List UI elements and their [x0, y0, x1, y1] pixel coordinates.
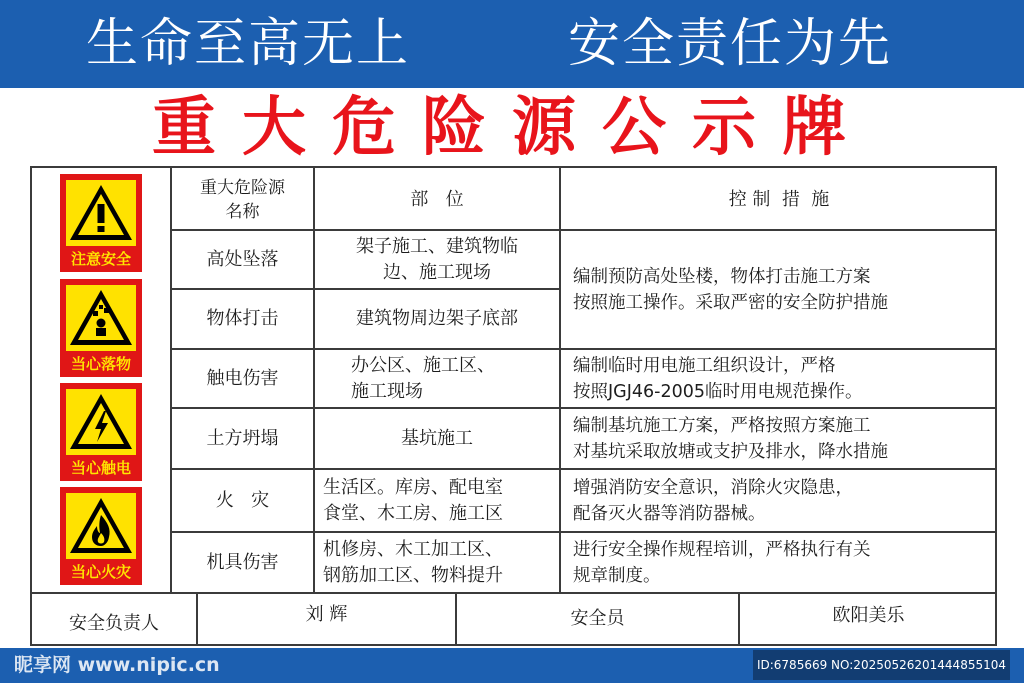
- hazard-name-cell: 触电伤害: [206, 367, 279, 389]
- location-cell: 机修房、木工加工区、 钢筋加工区、物料提升: [323, 538, 503, 586]
- location-cell: 基坑施工: [401, 427, 473, 449]
- location-cell: 生活区。库房、配电室 食堂、木工房、施工区: [323, 476, 503, 524]
- sign-label: 当心触电: [70, 459, 131, 477]
- safety-officer-name: 欧阳美乐: [832, 605, 905, 626]
- banner-slogan-right: 安全责任为先: [568, 14, 893, 74]
- measures-cell: 编制预防高处坠楼，物体打击施工方案 按照施工操作。采取严密的安全防护措施: [573, 266, 888, 313]
- exclamation-warning-icon: [66, 180, 136, 246]
- sign-label: 注意安全: [70, 250, 131, 268]
- hazard-name-cell: 机具伤害: [206, 551, 279, 573]
- sign-label: 当心落物: [70, 355, 131, 373]
- hazard-name-cell: 高处坠落: [206, 248, 279, 270]
- watermark-id: ID:6785669 NO:20250526201444855104: [753, 650, 1010, 680]
- page-title: 重大危险源公示牌: [152, 91, 872, 165]
- warning-sign-electric-shock: [60, 383, 142, 481]
- location-cell: 办公区、施工区、 施工现场: [351, 354, 495, 402]
- fire-icon: [66, 493, 136, 559]
- hazard-name-cell: 火 灾: [215, 489, 270, 511]
- header-hazard-name: 重大危险源 名称: [200, 177, 285, 222]
- location-cell: 架子施工、建筑物临 边、施工现场: [356, 235, 518, 283]
- header-control-measures: 控 制 措 施: [728, 188, 830, 210]
- measures-cell: 增强消防安全意识，消除火灾隐患， 配备灭火器等消防器械。: [573, 477, 853, 524]
- electric-shock-icon: [66, 389, 136, 455]
- safety-lead-name: 刘 辉: [305, 604, 348, 625]
- measures-cell: 编制基坑施工方案，严格按照方案施工 对基坑采取放塘或支护及排水，降水措施: [573, 415, 888, 462]
- hazard-name-cell: 土方坍塌: [206, 427, 279, 449]
- watermark-logo: 昵享网 www.nipic.cn: [14, 654, 220, 676]
- measures-cell: 进行安全操作规程培训，严格执行有关 规章制度。: [573, 539, 871, 586]
- warning-sign-caution: [60, 174, 142, 272]
- sign-label: 当心火灾: [70, 563, 131, 581]
- safety-officer-label: 安全员: [570, 608, 625, 629]
- warning-sign-fire: [60, 487, 142, 585]
- falling-object-icon: [66, 285, 136, 351]
- safety-lead-label: 安全负责人: [69, 613, 159, 634]
- warning-sign-falling-object: [60, 279, 142, 377]
- measures-cell: 编制临时用电施工组织设计，严格 按照JGJ46-2005临时用电规范操作。: [573, 355, 863, 402]
- hazard-table: [30, 166, 997, 646]
- header-location: 部 位: [410, 188, 464, 210]
- hazard-name-cell: 物体打击: [206, 308, 279, 329]
- location-cell: 建筑物周边架子底部: [356, 308, 518, 329]
- banner-slogan-left: 生命至高无上: [86, 14, 411, 74]
